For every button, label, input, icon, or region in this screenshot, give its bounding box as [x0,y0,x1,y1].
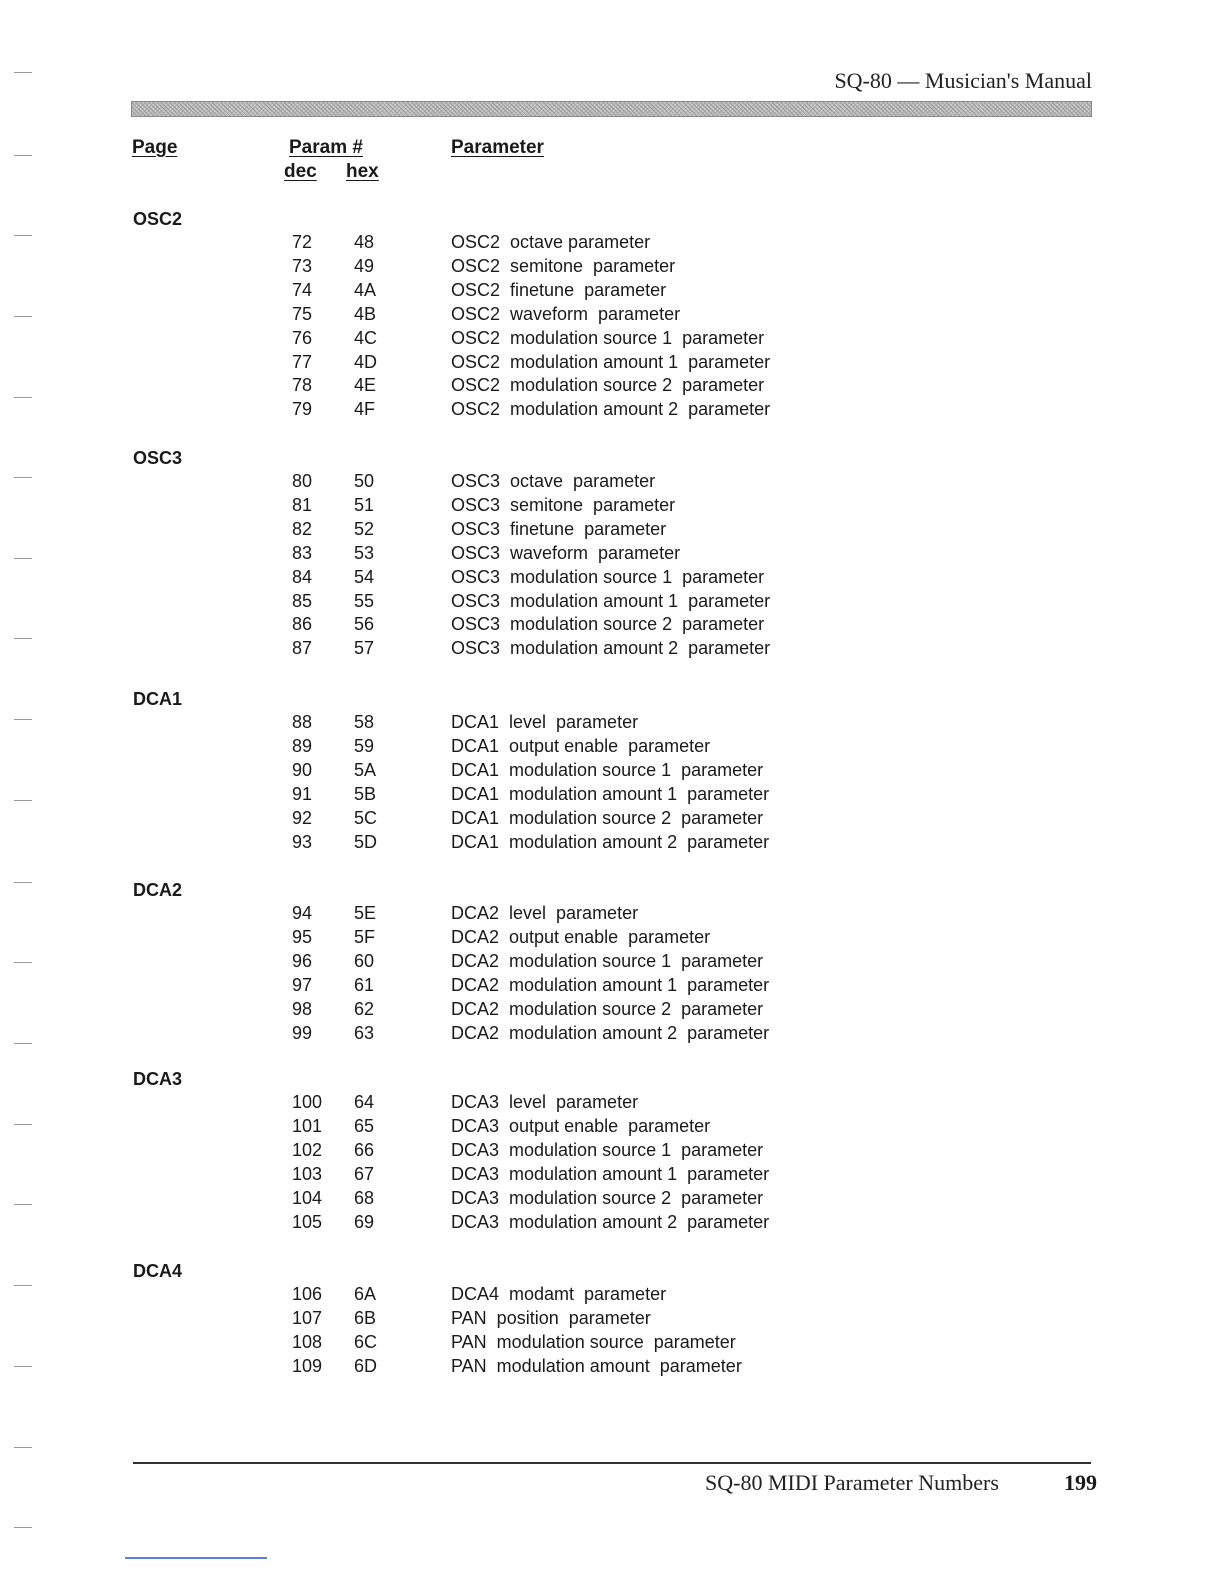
section-label: DCA2 [133,880,183,900]
binder-mark [14,155,32,156]
table-row [0,736,1224,760]
param-hex: 52 [354,519,375,539]
param-hex: 48 [354,232,375,252]
param-dec: 98 [292,999,313,1019]
param-dec: 108 [292,1332,323,1352]
table-row [0,1023,1224,1047]
table-row [0,712,1224,736]
parameter-name: DCA2 modulation source 2 parameter [451,999,764,1019]
param-hex: 50 [354,471,375,491]
parameter-name: DCA1 modulation source 2 parameter [451,808,764,828]
table-row [0,1092,1224,1116]
table-row [0,614,1224,638]
param-hex: 4A [354,280,377,300]
parameter-name: OSC2 modulation amount 2 parameter [451,399,771,419]
section-label: DCA4 [133,1261,183,1281]
param-hex: 4D [354,352,378,372]
table-row [0,1164,1224,1188]
param-hex: 5D [354,832,378,852]
page-number: 199 [1064,1470,1097,1495]
table-row [0,352,1224,376]
parameter-name: DCA3 level parameter [451,1092,639,1112]
param-dec: 82 [292,519,313,539]
parameter-name: OSC3 waveform parameter [451,543,681,563]
table-row [0,1140,1224,1164]
parameter-name: OSC3 octave parameter [451,471,656,491]
header-bar [131,101,1092,117]
param-dec: 89 [292,736,313,756]
param-dec: 77 [292,352,313,372]
param-dec: 103 [292,1164,323,1184]
column-header-page: Page [132,137,178,158]
parameter-name: PAN modulation source parameter [451,1332,736,1352]
param-hex: 4B [354,304,377,324]
table-row [0,903,1224,927]
param-dec: 73 [292,256,313,276]
param-dec: 79 [292,399,313,419]
param-hex: 51 [354,495,375,515]
parameter-name: OSC3 finetune parameter [451,519,667,539]
table-row [0,399,1224,423]
param-hex: 65 [354,1116,375,1136]
param-dec: 84 [292,567,313,587]
table-row [0,304,1224,328]
param-dec: 93 [292,832,313,852]
param-dec: 83 [292,543,313,563]
table-row [0,1332,1224,1356]
param-dec: 94 [292,903,313,923]
parameter-name: OSC2 finetune parameter [451,280,667,300]
parameter-name: OSC2 modulation amount 1 parameter [451,352,771,372]
param-hex: 55 [354,591,375,611]
param-hex: 62 [354,999,375,1019]
parameter-name: DCA4 modamt parameter [451,1284,667,1304]
table-row [0,375,1224,399]
param-dec: 99 [292,1023,313,1043]
table-row [0,591,1224,615]
parameter-name: DCA2 modulation amount 2 parameter [451,1023,770,1043]
table-row [0,519,1224,543]
binder-mark [14,1447,32,1448]
param-dec: 87 [292,638,313,658]
parameter-name: PAN position parameter [451,1308,651,1328]
table-row [0,543,1224,567]
parameter-name: DCA2 output enable parameter [451,927,711,947]
binder-mark [14,72,32,73]
parameter-name: DCA1 modulation amount 2 parameter [451,832,770,852]
param-dec: 91 [292,784,313,804]
param-hex: 59 [354,736,375,756]
param-hex: 57 [354,638,375,658]
param-hex: 4E [354,375,377,395]
parameter-name: DCA3 modulation amount 2 parameter [451,1212,770,1232]
table-row [0,256,1224,280]
parameter-name: OSC2 waveform parameter [451,304,681,324]
parameter-name: DCA1 level parameter [451,712,639,732]
parameter-name: OSC3 semitone parameter [451,495,676,515]
param-hex: 6B [354,1308,377,1328]
parameter-name: DCA1 output enable parameter [451,736,711,756]
param-hex: 54 [354,567,375,587]
param-hex: 5E [354,903,377,923]
table-row [0,808,1224,832]
param-hex: 5C [354,808,378,828]
column-header-dec: dec [284,161,317,182]
table-row [0,1188,1224,1212]
parameter-name: OSC3 modulation source 1 parameter [451,567,765,587]
table-row [0,1212,1224,1236]
param-dec: 101 [292,1116,323,1136]
param-hex: 61 [354,975,375,995]
scan-edge-line [125,1557,267,1559]
param-dec: 102 [292,1140,323,1160]
parameter-name: OSC3 modulation source 2 parameter [451,614,765,634]
param-hex: 63 [354,1023,375,1043]
param-hex: 4C [354,328,378,348]
param-dec: 80 [292,471,313,491]
table-row [0,280,1224,304]
param-hex: 5B [354,784,377,804]
param-hex: 6C [354,1332,378,1352]
table-row [0,784,1224,808]
param-hex: 69 [354,1212,375,1232]
param-dec: 96 [292,951,313,971]
param-hex: 64 [354,1092,375,1112]
table-row [0,328,1224,352]
param-dec: 95 [292,927,313,947]
table-row [0,1356,1224,1380]
parameter-name: DCA2 level parameter [451,903,639,923]
param-hex: 49 [354,256,375,276]
param-dec: 106 [292,1284,323,1304]
table-row [0,927,1224,951]
parameter-name: OSC2 semitone parameter [451,256,676,276]
param-dec: 109 [292,1356,323,1376]
table-row [0,495,1224,519]
table-row [0,1308,1224,1332]
param-hex: 58 [354,712,375,732]
parameter-name: OSC3 modulation amount 1 parameter [451,591,771,611]
param-hex: 56 [354,614,375,634]
parameter-name: DCA3 modulation source 2 parameter [451,1188,764,1208]
param-hex: 6D [354,1356,378,1376]
table-row [0,232,1224,256]
param-hex: 5A [354,760,377,780]
param-dec: 76 [292,328,313,348]
parameter-name: PAN modulation amount parameter [451,1356,742,1376]
param-hex: 67 [354,1164,375,1184]
footer-rule [133,1462,1091,1464]
param-dec: 72 [292,232,313,252]
parameter-name: DCA1 modulation source 1 parameter [451,760,764,780]
column-header-hex: hex [346,161,379,182]
param-dec: 78 [292,375,313,395]
column-header-param-num: Param # [289,137,363,158]
table-row [0,1116,1224,1140]
binder-mark [14,1527,32,1528]
parameter-name: DCA3 modulation amount 1 parameter [451,1164,770,1184]
parameter-name: OSC2 octave parameter [451,232,651,252]
param-dec: 100 [292,1092,323,1112]
table-row [0,471,1224,495]
param-dec: 86 [292,614,313,634]
param-dec: 107 [292,1308,323,1328]
parameter-name: DCA2 modulation amount 1 parameter [451,975,770,995]
binder-mark [14,882,32,883]
parameter-name: DCA3 modulation source 1 parameter [451,1140,764,1160]
section-label: OSC3 [133,448,183,468]
param-hex: 4F [354,399,376,419]
param-dec: 105 [292,1212,323,1232]
table-row [0,951,1224,975]
param-dec: 75 [292,304,313,324]
param-dec: 90 [292,760,313,780]
param-dec: 97 [292,975,313,995]
table-row [0,1284,1224,1308]
table-row [0,760,1224,784]
section-label: DCA3 [133,1069,183,1089]
parameter-name: DCA3 output enable parameter [451,1116,711,1136]
param-hex: 5F [354,927,376,947]
section-label: DCA1 [133,689,183,709]
section-label: OSC2 [133,209,183,229]
table-row [0,832,1224,856]
parameter-name: DCA2 modulation source 1 parameter [451,951,764,971]
param-hex: 60 [354,951,375,971]
param-dec: 81 [292,495,313,515]
parameter-name: OSC3 modulation amount 2 parameter [451,638,771,658]
parameter-name: DCA1 modulation amount 1 parameter [451,784,770,804]
running-head: SQ-80 — Musician's Manual [834,68,1092,93]
footer-title: SQ-80 MIDI Parameter Numbers [705,1470,999,1495]
param-dec: 104 [292,1188,323,1208]
param-dec: 74 [292,280,313,300]
parameter-name: OSC2 modulation source 1 parameter [451,328,765,348]
param-hex: 66 [354,1140,375,1160]
param-dec: 85 [292,591,313,611]
param-dec: 92 [292,808,313,828]
table-row [0,638,1224,662]
table-row [0,999,1224,1023]
param-hex: 6A [354,1284,377,1304]
table-row [0,975,1224,999]
column-header-parameter: Parameter [451,137,544,158]
param-dec: 88 [292,712,313,732]
param-hex: 53 [354,543,375,563]
table-row [0,567,1224,591]
parameter-name: OSC2 modulation source 2 parameter [451,375,765,395]
param-hex: 68 [354,1188,375,1208]
